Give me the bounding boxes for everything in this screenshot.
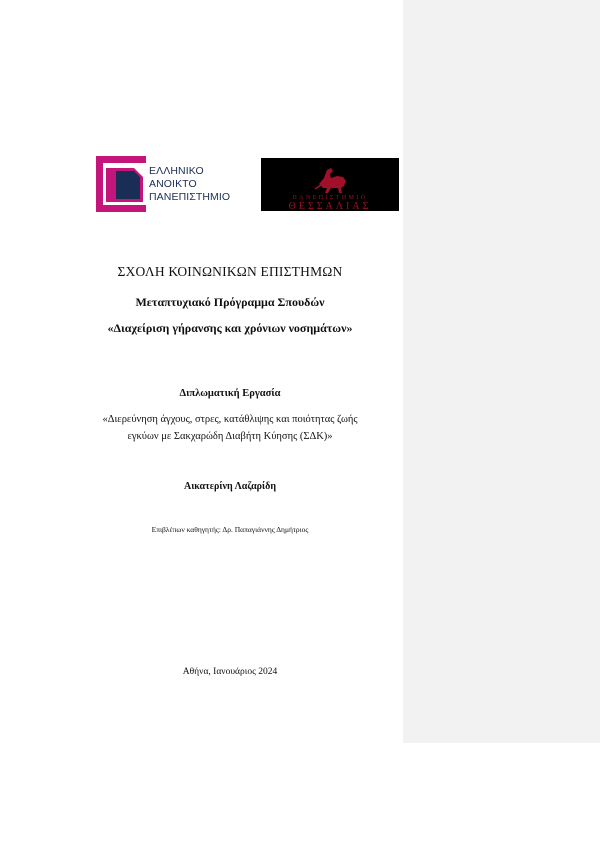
eap-logo-line2: ΑΝΟΙΚΤΟ (149, 178, 197, 190)
thesis-title-line2: εγκύων με Σακχαρώδη Διαβήτη Κύησης (ΣΔΚ)» (127, 431, 333, 442)
author-name: Αικατερίνη Λαζαρίδη (183, 481, 277, 492)
uth-logo-bottom-text: ΘΕΣΣΑΛΙΑΣ (288, 201, 372, 211)
eap-logo-line3: ΠΑΝΕΠΙΣΤΗΜΙΟ (149, 191, 231, 203)
uth-logo-top-text: ΠΑΝΕΠΙΣΤΗΜΙΟ (292, 195, 368, 201)
school-name: ΣΧΟΛΗ ΚΟΙΝΩΝΙΚΩΝ ΕΠΙΣΤΗΜΩΝ (117, 264, 343, 279)
uth-logo (261, 158, 399, 211)
program-title: «Διαχείριση γήρανσης και χρόνιων νοσημάτων» (107, 321, 353, 335)
uth-logo-graphic (261, 158, 399, 211)
eap-logo-line1: ΕΛΛΗΝΙΚΟ (149, 165, 204, 177)
eap-logo (96, 156, 246, 212)
thesis-label: Διπλωματική Εργασία (179, 388, 281, 399)
supervisor: Επιβλέπων καθηγητής: Δρ. Παπαγιάννης Δημήτριος (151, 525, 309, 534)
eap-logo-text (149, 165, 230, 204)
comment-margin-panel (403, 0, 600, 743)
eap-logo-mark (96, 156, 146, 212)
place-date: Αθήνα, Ιανουάριος 2024 (182, 667, 278, 677)
thesis-title-line1: «Διερεύνηση άγχους, στρες, κατάθλιψης και ποιότητας ζωής (102, 414, 358, 425)
program-name: Μεταπτυχιακό Πρόγραμμα Σπουδών (135, 295, 325, 309)
